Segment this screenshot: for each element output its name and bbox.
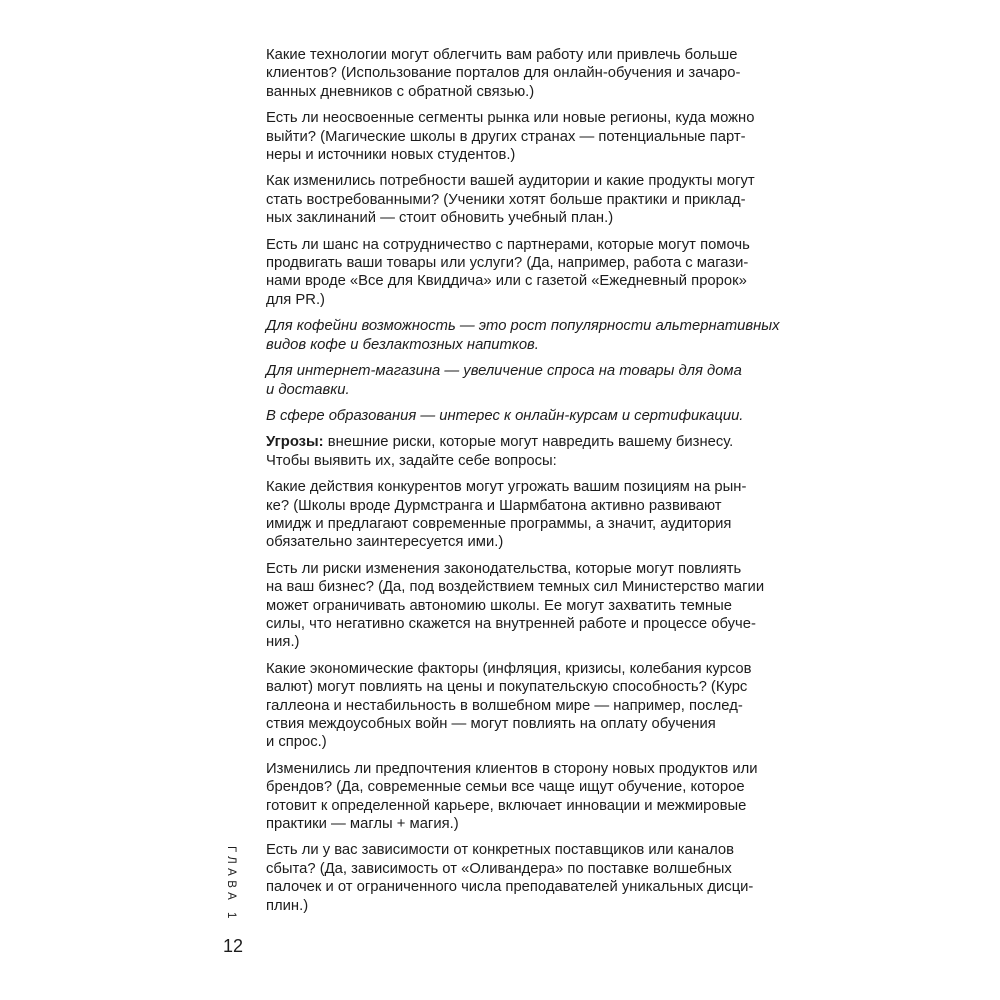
paragraph-technologies: Какие технологии могут облегчить вам работу или привлечь больше клиентов? (Использование порталов для онлайн-обучения и зачаро- ванных дневников с обратной связью.) [266,47,741,100]
threats-heading: Угрозы: [266,434,324,451]
paragraph-client-preferences: Изменились ли предпочтения клиентов в сторону новых продуктов или брендов? (Да, современные семьи все чаще ищут обучение, которое готовит к определенной карьере, включает инновации и межмировые практики — маглы + магия.) [266,760,758,833]
paragraph-market-segments: Есть ли неосвоенные сегменты рынка или новые регионы, куда можно выйти? (Магические школы в других странах — потенциальные парт- неры и источники новых студентов.) [266,110,755,164]
paragraph-legislation: Есть ли риски изменения законодательства, которые могут повлиять на ваш бизнес? (Да, под воздействием темных сил Министерство магии может ограничивать автономию школы. Ее могут захватить темные силы, что негативно скажется на внутренней работе и процессе обуче- ния.) [266,560,765,651]
paragraph-example-online-store: Для интернет-магазина — увеличение спроса на товары для дома и доставки. [266,363,742,398]
paragraph-threats-intro [266,433,801,470]
paragraph-example-coffee: Для кофейни возможность — это рост популярности альтернативных видов кофе и безлактозных напитков. [266,318,780,353]
chapter-label: ГЛАВА 1 [225,846,237,923]
paragraph-competitors: Какие действия конкурентов могут угрожать вашим позициям на рын- ке? (Школы вроде Дурмстранга и Шармбатона активно развивают имидж и предлагают современные программы, а значит, аудитория обязательно заинтересуется ими.) [266,479,747,551]
page-body [266,46,801,923]
paragraph-example-education: В сфере образования — интерес к онлайн-курсам и сертификации. [266,407,744,424]
page-number: 12 [223,936,244,956]
paragraph-dependencies: Есть ли у вас зависимости от конкретных поставщиков или каналов сбыта? (Да, зависимость от «Оливандера» по поставке волшебных палочек и от ограниченного числа преподавателей уникальных дисци- плин.) [266,842,754,914]
threats-intro-text: внешние риски, которые могут навредить вашему бизнесу. Чтобы выявить их, задайте себе вопросы: [266,434,734,469]
paragraph-audience-needs: Как изменились потребности вашей аудитории и какие продукты могут стать востребованными? (Ученики хотят больше практики и приклад- ных заклинаний — стоит обновить учебный план.) [266,173,755,227]
paragraph-partnerships: Есть ли шанс на сотрудничество с партнерами, которые могут помочь продвигать ваши товары или услуги? (Да, например, работа с магази- нами вроде «Все для Квиддича» или с газетой «Ежедневный пророк» для PR.) [266,236,750,308]
paragraph-economic-factors: Какие экономические факторы (инфляция, кризисы, колебания курсов валют) могут повлиять на цены и покупательскую способность? (Курс галлеона и нестабильность в волшебном мире — например, послед- ствия междоусобных войн — могут повлиять на оплату обучения и спрос.) [266,660,752,751]
